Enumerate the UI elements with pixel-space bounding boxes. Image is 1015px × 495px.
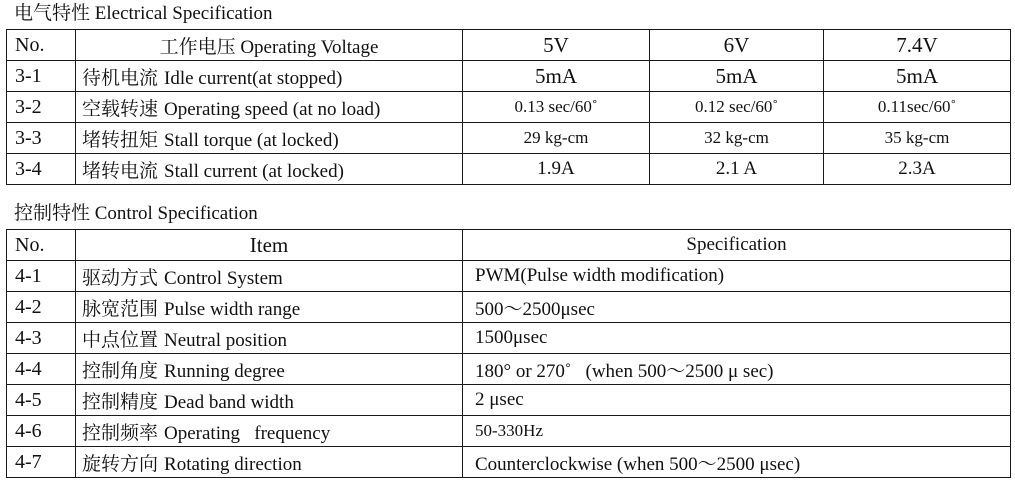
row-no: 3-4 — [7, 154, 76, 185]
row-item-zh: 脉宽范围 — [82, 298, 159, 320]
row-value-2: 5mA — [650, 61, 824, 92]
row-item — [76, 154, 463, 185]
row-no: 3-2 — [7, 92, 76, 123]
row-no: 4-7 — [7, 447, 76, 478]
row-no: 4-4 — [7, 354, 76, 385]
row-item — [76, 61, 463, 92]
row-spec: Counterclockwise (when 500～2500 μsec) — [463, 447, 1011, 478]
table-row — [7, 292, 1011, 323]
row-spec: 500～2500μsec — [463, 292, 1011, 323]
row-item — [76, 123, 463, 154]
header-no: No. — [7, 230, 76, 261]
control-spec-table — [6, 229, 1011, 478]
table-row — [7, 416, 1011, 447]
table-row — [7, 123, 1011, 154]
row-value-3: 5mA — [824, 61, 1011, 92]
header-no: No. — [7, 30, 76, 61]
table-row — [7, 323, 1011, 354]
row-spec: PWM(Pulse width modification) — [463, 261, 1011, 292]
row-value-2: 2.1 A — [650, 154, 824, 185]
row-item — [76, 323, 463, 354]
row-item — [76, 92, 463, 123]
row-item-en: Operating frequency — [164, 422, 331, 444]
row-no: 4-5 — [7, 385, 76, 416]
row-value-3: 35 kg-cm — [824, 123, 1011, 154]
row-item — [76, 354, 463, 385]
row-item — [76, 416, 463, 447]
control-section-title: 控制特性 Control Specification — [14, 203, 258, 224]
row-item-en: Stall torque (at locked) — [164, 129, 339, 151]
row-spec: 180° or 270˚ (when 500～2500 μ sec) — [463, 354, 1011, 385]
row-item — [76, 385, 463, 416]
row-no: 4-6 — [7, 416, 76, 447]
row-item-en: Operating speed (at no load) — [164, 98, 381, 120]
row-no: 3-1 — [7, 61, 76, 92]
header-voltage-2: 6V — [650, 30, 824, 61]
row-value-2: 0.12 sec/60˚ — [650, 92, 824, 123]
header-voltage-3: 7.4V — [824, 30, 1011, 61]
row-item — [76, 292, 463, 323]
row-item-en: Control System — [164, 267, 283, 289]
row-value-1: 29 kg-cm — [463, 123, 650, 154]
control-header-row — [7, 230, 1011, 261]
row-item-en: Stall current (at locked) — [164, 160, 344, 182]
electrical-section-title: 电气特性 Electrical Specification — [14, 3, 273, 24]
row-item-en: Neutral position — [164, 329, 287, 351]
row-value-2: 32 kg-cm — [650, 123, 824, 154]
header-voltage-1: 5V — [463, 30, 650, 61]
row-item-zh: 中点位置 — [82, 329, 159, 351]
row-item-zh: 控制角度 — [82, 360, 159, 382]
row-no: 4-3 — [7, 323, 76, 354]
table-row — [7, 385, 1011, 416]
row-item-en: Running degree — [164, 360, 285, 382]
row-value-1: 0.13 sec/60˚ — [463, 92, 650, 123]
row-item-en: Dead band width — [164, 391, 294, 413]
row-no: 4-2 — [7, 292, 76, 323]
row-spec: 50-330Hz — [463, 416, 1011, 447]
electrical-spec-table — [6, 29, 1011, 185]
row-value-3: 0.11sec/60˚ — [824, 92, 1011, 123]
row-item-zh: 控制精度 — [82, 391, 159, 413]
table-row — [7, 447, 1011, 478]
table-row — [7, 261, 1011, 292]
row-item-zh: 堵转扭矩 — [82, 129, 159, 151]
row-value-1: 1.9A — [463, 154, 650, 185]
row-item-zh: 驱动方式 — [82, 267, 159, 289]
row-spec: 1500μsec — [463, 323, 1011, 354]
row-item-zh: 待机电流 — [82, 67, 159, 89]
row-item-zh: 空载转速 — [82, 98, 159, 120]
header-specification: Specification — [463, 230, 1011, 261]
row-item — [76, 261, 463, 292]
row-value-3: 2.3A — [824, 154, 1011, 185]
electrical-header-row — [7, 30, 1011, 61]
table-row — [7, 61, 1011, 92]
table-row — [7, 154, 1011, 185]
row-no: 3-3 — [7, 123, 76, 154]
table-row — [7, 354, 1011, 385]
row-item-zh: 控制频率 — [82, 422, 159, 444]
row-spec: 2 μsec — [463, 385, 1011, 416]
table-row — [7, 92, 1011, 123]
row-item — [76, 447, 463, 478]
header-item: Item — [76, 230, 463, 261]
row-item-zh: 堵转电流 — [82, 160, 159, 182]
row-item-zh: 旋转方向 — [82, 453, 159, 475]
row-item-en: Pulse width range — [164, 298, 301, 320]
row-value-1: 5mA — [463, 61, 650, 92]
row-item-en: Rotating direction — [164, 453, 302, 475]
row-item-en: Idle current(at stopped) — [164, 67, 343, 89]
header-operating-voltage: 工作电压 Operating Voltage — [76, 30, 463, 61]
row-no: 4-1 — [7, 261, 76, 292]
